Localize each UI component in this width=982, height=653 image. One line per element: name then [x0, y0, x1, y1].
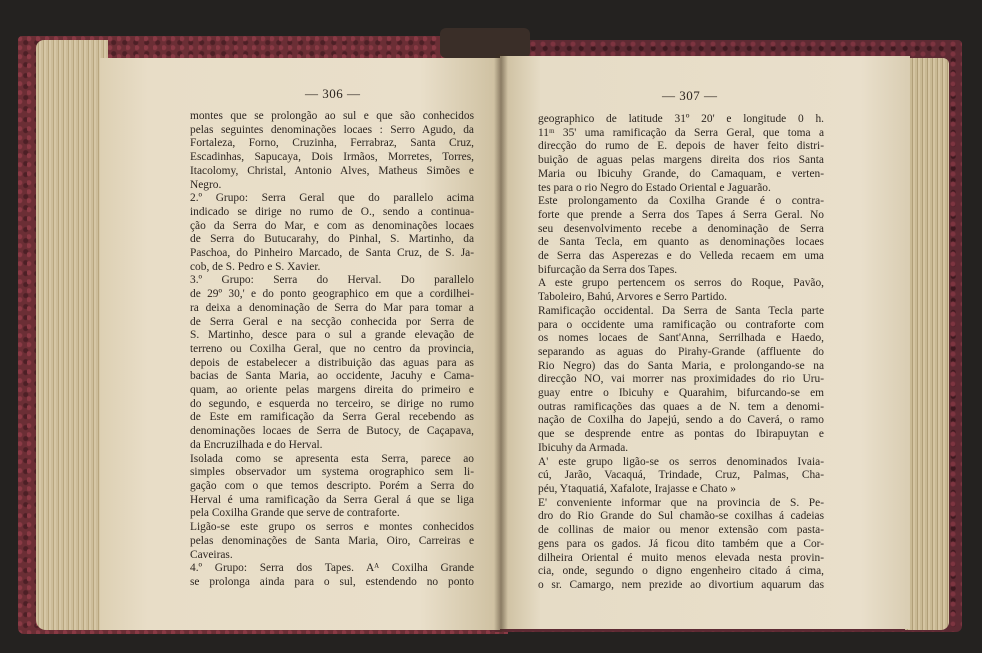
- text-line: denominações locaes de Serra de Butocy, de Caçapava,: [190, 425, 474, 438]
- text-line: A este grupo pertencem os serros do Roque, Pavão,: [538, 277, 824, 290]
- right-page-text: [538, 113, 824, 593]
- page-number-left: — 306 —: [305, 86, 361, 101]
- text-line: 2.º Grupo: Serra Geral que do parallelo acima: [190, 192, 474, 205]
- text-line: Herval é uma ramificação da Serra Geral á que se liga: [190, 493, 474, 506]
- text-line: montes que se prolongão ao sul e que são conhecidos: [190, 110, 474, 122]
- text-line: Maria ou Ibicuhy Grande, do Camaquam, e verten-: [538, 167, 824, 180]
- text-line: Fortaleza, Forno, Cruzinha, Ferrabraz, Santa Cruz,: [190, 137, 474, 150]
- text-line: indicado se dirige no rumo de O., sendo a continua-: [190, 205, 474, 218]
- text-line: de 29º 30,' e do ponto geographico em que a cordilhei-: [190, 288, 474, 301]
- gutter-shadow: [494, 54, 508, 632]
- text-line: Itacolomy, Christal, Antonio Alves, Matheus Simões e: [190, 164, 474, 177]
- left-page-text: [190, 110, 474, 590]
- text-line: tes para o rio Negro do Estado Oriental e Jaguarão.: [538, 181, 771, 194]
- text-line: Escadinhas, Sapucaya, Dois Irmãos, Morretes, Torres,: [190, 151, 474, 164]
- text-line: o sr. Camargo, nem prezide ao divortium aquarum das: [538, 578, 824, 591]
- text-line: dro do Rio Grande do Sul chamão-se coxilhas á cadeias: [538, 510, 824, 523]
- text-line: Taboleiro, Bahú, Arvores e Serro Partido.: [538, 291, 728, 304]
- text-line: Paschoa, do Pinheiro Marcado, de Santa Cruz, de S. Ja-: [190, 247, 474, 260]
- text-line: 3.º Grupo: Serra do Herval. Do parallelo: [190, 274, 474, 287]
- text-line: direcção NO, vai morrer nas proximidades do rio Uru-: [538, 373, 824, 386]
- text-line: E' conveniente informar que na provincia de S. Pe-: [538, 496, 824, 509]
- text-line: 11ᵐ 35' uma ramificação da Serra Geral, que toma a: [538, 126, 824, 139]
- text-line: ção da Serra do Mar, e com as denominações locaes: [190, 219, 474, 232]
- text-line: A' este grupo ligão-se os serros denominados Ivaia-: [538, 455, 824, 468]
- text-line: Ligão-se este grupo os serros e montes conhecidos: [190, 521, 474, 534]
- text-line: de Serra das Asperezas e do Velleda recaem em uma: [538, 250, 824, 263]
- text-line: gens para os gados. Já ficou dito também que a Cor-: [538, 537, 824, 550]
- text-line: cob, de S. Pedro e S. Xavier.: [190, 260, 321, 273]
- text-line: dilheira Oriental é muito menos elevada nesta provin-: [538, 551, 824, 564]
- left-page: [100, 58, 500, 630]
- text-line: buição de aguas pelas margens direita dos rios Santa: [538, 154, 824, 167]
- text-line: simples observador um systema orographico sem li-: [190, 466, 474, 479]
- text-line: quam, ao oriente pelas margens direita do primeiro e: [190, 384, 474, 397]
- text-line: Ibicuhy da Armada.: [538, 441, 629, 454]
- text-line: bacias de Santa Maria, ao occidente, Jacuhy e Cama-: [190, 370, 474, 383]
- text-line: Este prolongamento da Coxilha Grande é o contra-: [538, 195, 824, 208]
- text-line: terreno ou Coxilha Geral, que no centro da provincia,: [190, 342, 474, 355]
- text-line: de collinas de maior ou menor extensão com pasta-: [538, 524, 824, 537]
- text-line: guay entre o Ibicuhy e Quarahim, bifurcando-se em: [538, 387, 824, 400]
- text-line: cú, Jarão, Vacaquá, Trindade, Cruz, Palmas, Cha-: [538, 469, 824, 482]
- text-line: de Serra do Butucarahy, do Pinhal, S. Martinho, da: [190, 233, 474, 246]
- text-line: de Santa Tecla, em quanto as denominações locaes: [538, 236, 824, 249]
- text-line: da Encruzilhada e do Herval.: [190, 438, 323, 451]
- text-line: pelas denominações de Santa Maria, Oiro, Carreiras e: [190, 534, 474, 547]
- text-line: forte que prende a Serra dos Tapes á Serra Geral. No: [538, 208, 824, 221]
- text-line: geographico de latitude 31º 20' e longitude 0 h.: [538, 113, 824, 125]
- page-number-right: — 307 —: [662, 88, 718, 103]
- text-line: de Este em ramificação da Serra Geral recebendo as: [190, 411, 474, 424]
- text-line: separando as aguas do Pirahy-Grande (affluente do: [538, 345, 824, 358]
- text-line: do segundo, e esquerda no terceiro, se dirige no rumo: [190, 397, 474, 410]
- text-line: pela Coxilha Grande que serve de contraforte.: [190, 507, 400, 520]
- text-line: seu desenvolvimento recebe a denominação de Serra: [538, 222, 824, 235]
- text-line: de Serra Geral e na secção conhecida por Serra de: [190, 315, 474, 328]
- text-line: Ramificação occidental. Da Serra de Santa Tecla parte: [538, 304, 824, 317]
- text-line: que se desprende entre as pontas do Ibirapuytan e: [538, 428, 824, 441]
- text-line: bifurcação da Serra dos Tapes.: [538, 263, 678, 276]
- spine-top: [440, 28, 530, 58]
- text-line: gação com o que temos descripto. Porém a Serra do: [190, 479, 474, 492]
- text-line: os nomes locaes de Sant'Anna, Serrilhada e Haedo,: [538, 332, 824, 345]
- page-edges-left: [36, 40, 108, 630]
- text-line: pelas seguintes denominações locaes : Serro Agudo, da: [190, 123, 474, 136]
- text-line: Rio Negro) das do Santa Maria, e prolongando-se na: [538, 359, 824, 372]
- text-line: ra deixa a denominação de Serra do Mar para tomar a: [190, 301, 474, 314]
- text-line: S. Martinho, desce para o sul a grande elevação de: [190, 329, 474, 342]
- text-line: Isolada como se apresenta esta Serra, parece ao: [190, 452, 474, 465]
- text-line: 4.º Grupo: Serra dos Tapes. Aᴬ Coxilha Grande: [190, 562, 474, 575]
- text-line: Negro.: [190, 178, 222, 191]
- text-line: cia, onde, segundo o digno engenheiro citado á cima,: [538, 565, 824, 578]
- text-line: direcção do rumo de E. depois de haver feito distri-: [538, 140, 824, 153]
- text-line: se prolonga ainda para o sul, estendendo no ponto: [190, 575, 474, 588]
- text-line: Caveiras.: [190, 548, 233, 561]
- page-edges-right: [905, 58, 949, 630]
- text-line: péu, Ytaquatiá, Xafalote, Irajasse e Chato »: [538, 482, 736, 495]
- right-page: [500, 56, 910, 629]
- text-line: outras ramificações das quaes a de N. tem a denomi-: [538, 400, 824, 413]
- text-line: nação de Coxilha do Japejú, sendo a do Caverá, o ramo: [538, 414, 824, 427]
- text-line: depois de estabelecer a distribuição das aguas para as: [190, 356, 474, 369]
- text-line: para o occidente uma ramificação ou contraforte com: [538, 318, 824, 331]
